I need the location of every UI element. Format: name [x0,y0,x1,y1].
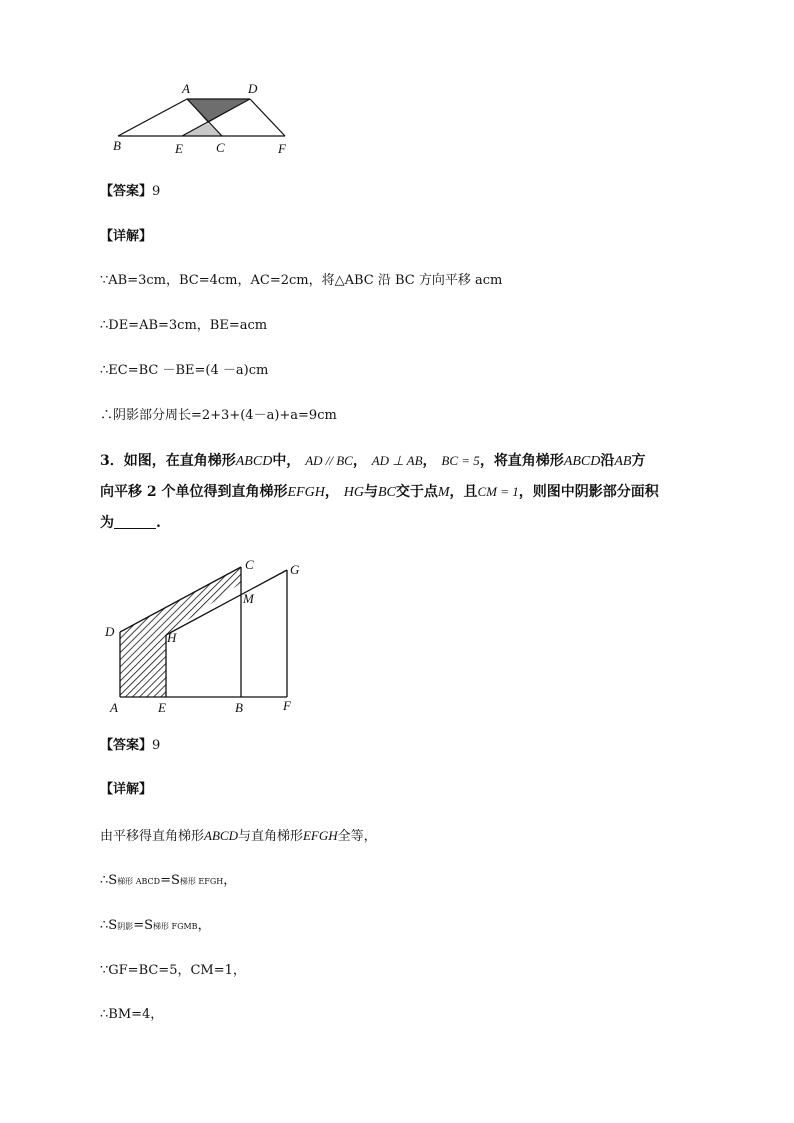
detail1-line2: ∴DE=AB=3cm，BE=acm [100,318,268,333]
label-D: D [248,81,258,96]
label-B: B [113,138,121,153]
label-F: F [278,141,286,156]
answer-line-3 [100,737,160,755]
figure-translation-triangle [105,78,305,158]
label-A: A [110,700,118,715]
label-M: M [243,591,254,606]
answer-blank [114,514,156,529]
detail-tag-1: 【详解】 [100,229,153,244]
answer-tag: 【答案】 [100,738,153,753]
detail3-line4: ∵GF=BC=5，CM=1， [100,963,246,978]
segment-DF [250,99,285,136]
label-B: B [235,700,243,715]
label-C: C [216,140,225,155]
segment-AB [118,99,187,136]
hatched-region [120,567,241,697]
detail1-line1: ∵AB=3cm，BC=4cm，AC=2cm，将△ABC 沿 BC 方向平移 acm [100,273,503,288]
answer-line-1 [100,183,160,201]
detail1-line3: ∴EC=BC －BE=(4 －a)cm [100,363,269,378]
figure-right-trapezoid [100,552,320,722]
label-F: F [283,698,291,713]
shaded-dark-region [187,99,250,123]
label-C: C [245,557,254,572]
detail3-line2: ∴S梯形 ABCD=S梯形 EFGH， [100,873,237,888]
detail3-line1: 由平移得直角梯形ABCD与直角梯形EFGH全等， [100,828,377,844]
answer-tag: 【答案】 [100,184,153,199]
label-E: E [158,700,166,715]
answer-value: 9 [152,184,161,199]
detail-tag-3: 【详解】 [100,782,153,797]
label-G: G [290,562,300,577]
detail1-line4: ∴阴影部分周长=2+3+(4－a)+a=9cm [100,408,337,423]
label-H: H [167,630,177,645]
answer-value: 9 [152,738,161,753]
question-3: 3．如图，在直角梯形ABCD中， AD // BC， AD ⊥ AB， BC = 5，将直角梯形ABCD沿AB方 向平移 2 个单位得到直角梯形EFGH， HG与BC交于点M，且CM = 1，则图中阴影部分面积 为 . [100,453,659,531]
label-A: A [182,81,190,96]
detail3-line5: ∴BM=4， [100,1007,164,1022]
label-E: E [175,141,183,156]
detail3-line3: ∴S阴影=S梯形 FGMB， [100,918,211,933]
label-D: D [105,624,115,639]
